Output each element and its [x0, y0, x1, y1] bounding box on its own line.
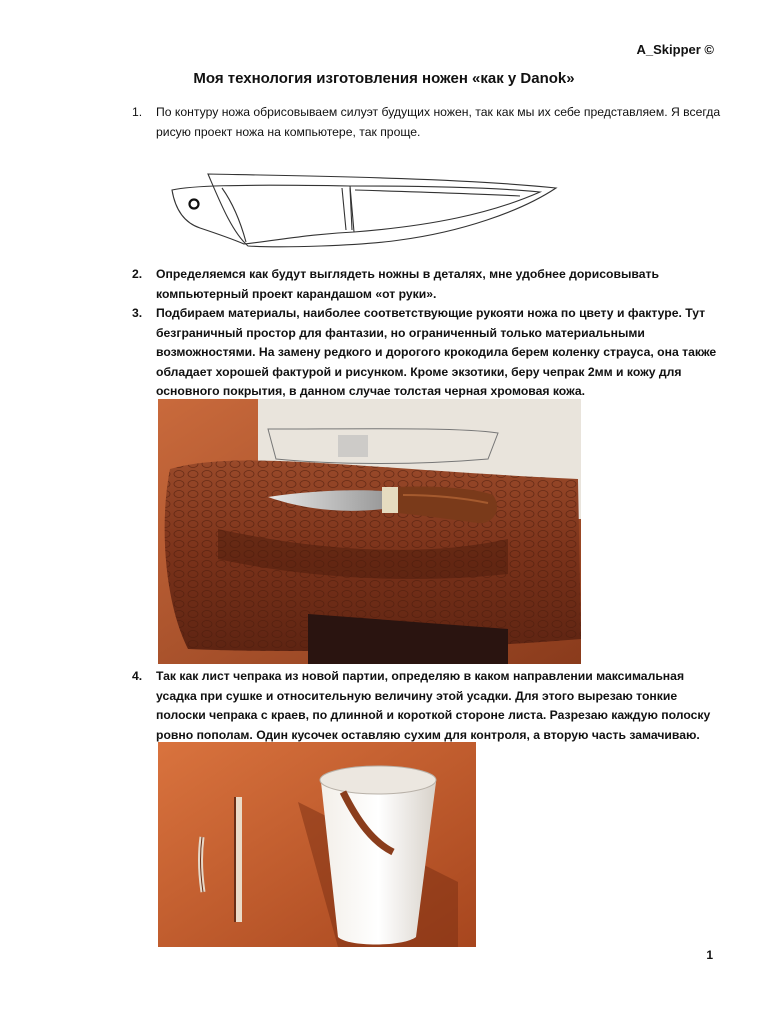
list-item-1 — [132, 103, 722, 142]
leather-strips-cup-photo — [158, 742, 476, 947]
list-item-number: 4. — [132, 669, 143, 683]
page-title: Моя технология изготовления ножен «как у Danok» — [193, 70, 575, 87]
list-item-number: 3. — [132, 306, 143, 320]
list-item-number: 1. — [132, 105, 143, 119]
list-item-2 — [132, 265, 722, 304]
list-item-text: Определяемся как будут выглядеть ножны в деталях, мне удобнее дорисовывать компьютерный проект карандашом «от руки». — [156, 267, 659, 301]
page-number: 1 — [706, 948, 713, 962]
list-item-text: Так как лист чепрака из новой партии, определяю в каком направлении максимальная усадка при сушке и относительную величину этой усадки. Для этого вырезаю тонкие полоски чепрака с краев, по длинной и короткой стороне листа. Разрезаю каждую полоску ровно пополам. Один кусочек оставляю сухим для контроля, а вторую часть замачиваю. — [156, 669, 711, 742]
leather-knife-photo — [158, 399, 581, 664]
list-item-4 — [132, 667, 722, 745]
author-signature: A_Skipper © — [636, 42, 714, 57]
knife-sketch-image — [160, 162, 560, 250]
list-item-text: Подбираем материалы, наиболее соответствующие рукояти ножа по цвету и фактуре. Тут безграничный простор для фантазии, но ограниченный только материальными возможностями. На замену редкого и дорогого крокодила берем коленку страуса, она также обладает хорошей фактурой и рисунком. Кроме экзотики, беру чепрак 2мм и кожу для основного покрытия, в данном случае толстая черная хромовая кожа. — [156, 306, 717, 398]
list-item-number: 2. — [132, 267, 143, 281]
list-item-text: По контуру ножа обрисовываем силуэт будущих ножен, так как мы их себе представляем. Я всегда рисую проект ножа на компьютере, так проще. — [156, 105, 721, 139]
list-item-3 — [132, 304, 722, 402]
